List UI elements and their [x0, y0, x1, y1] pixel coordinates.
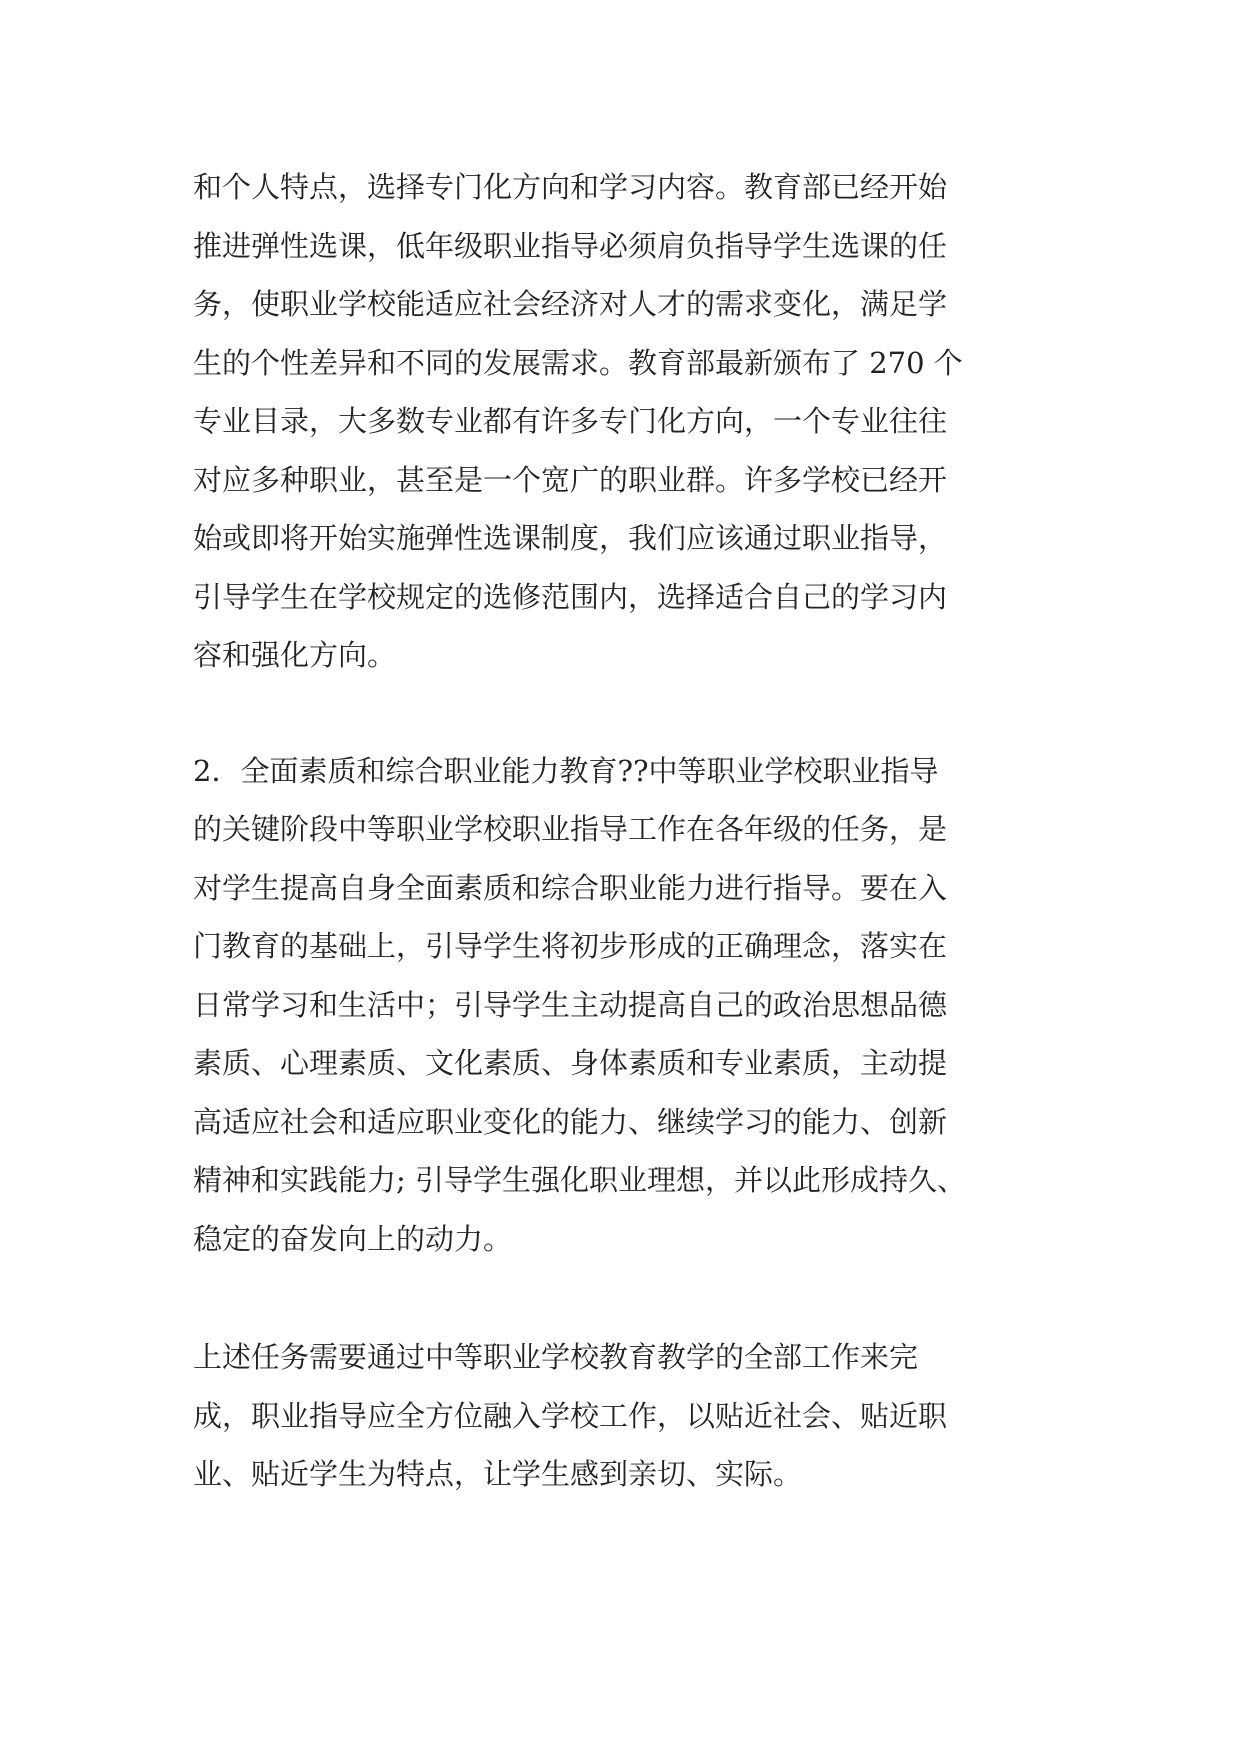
paragraph-summary: 上述任务需要通过中等职业学校教育教学的全部工作来完 成，职业指导应全方位融入学校工作，以贴近社会、贴近职 业、贴近学生为特点，让学生感到亲切、实际。 — [193, 1340, 948, 1491]
document-body — [193, 158, 1053, 1504]
paragraph-elective-courses: 和个人特点，选择专门化方向和学习内容。教育部已经开始 推进弹性选课，低年级职业指导必须肩负指导学生选课的任 务，使职业学校能适应社会经济对人才的需求变化，满足学 生的个性差异和不同的发展需求。教育部最新颁布了 270 个 专业目录，大多数专业都有许多专门化方向，一个专业往往 对应多种职业，甚至是一个宽广的职业群。许多学校已经开 始或即将开始实施弹性选课制度，我们应该通过职业指导， 引导学生在学校规定的选修范围内，选择适合自己的学习内 容和强化方向。 — [193, 170, 963, 672]
paragraph-comprehensive-quality: 2．全面素质和综合职业能力教育??中等职业学校职业指导 的关键阶段中等职业学校职业指导工作在各年级的任务，是 对学生提高自身全面素质和综合职业能力进行指导。要在入 门教育的基础上，引导学生将初步形成的正确理念，落实在 日常学习和生活中；引导学生主动提高自己的政治思想品德 素质、心理素质、文化素质、身体素质和专业素质，主动提 高适应社会和适应职业变化的能力、继续学习的能力、创新 精神和实践能力; 引导学生强化职业理想，并以此形成持久、 稳定的奋发向上的动力。 — [193, 753, 966, 1256]
